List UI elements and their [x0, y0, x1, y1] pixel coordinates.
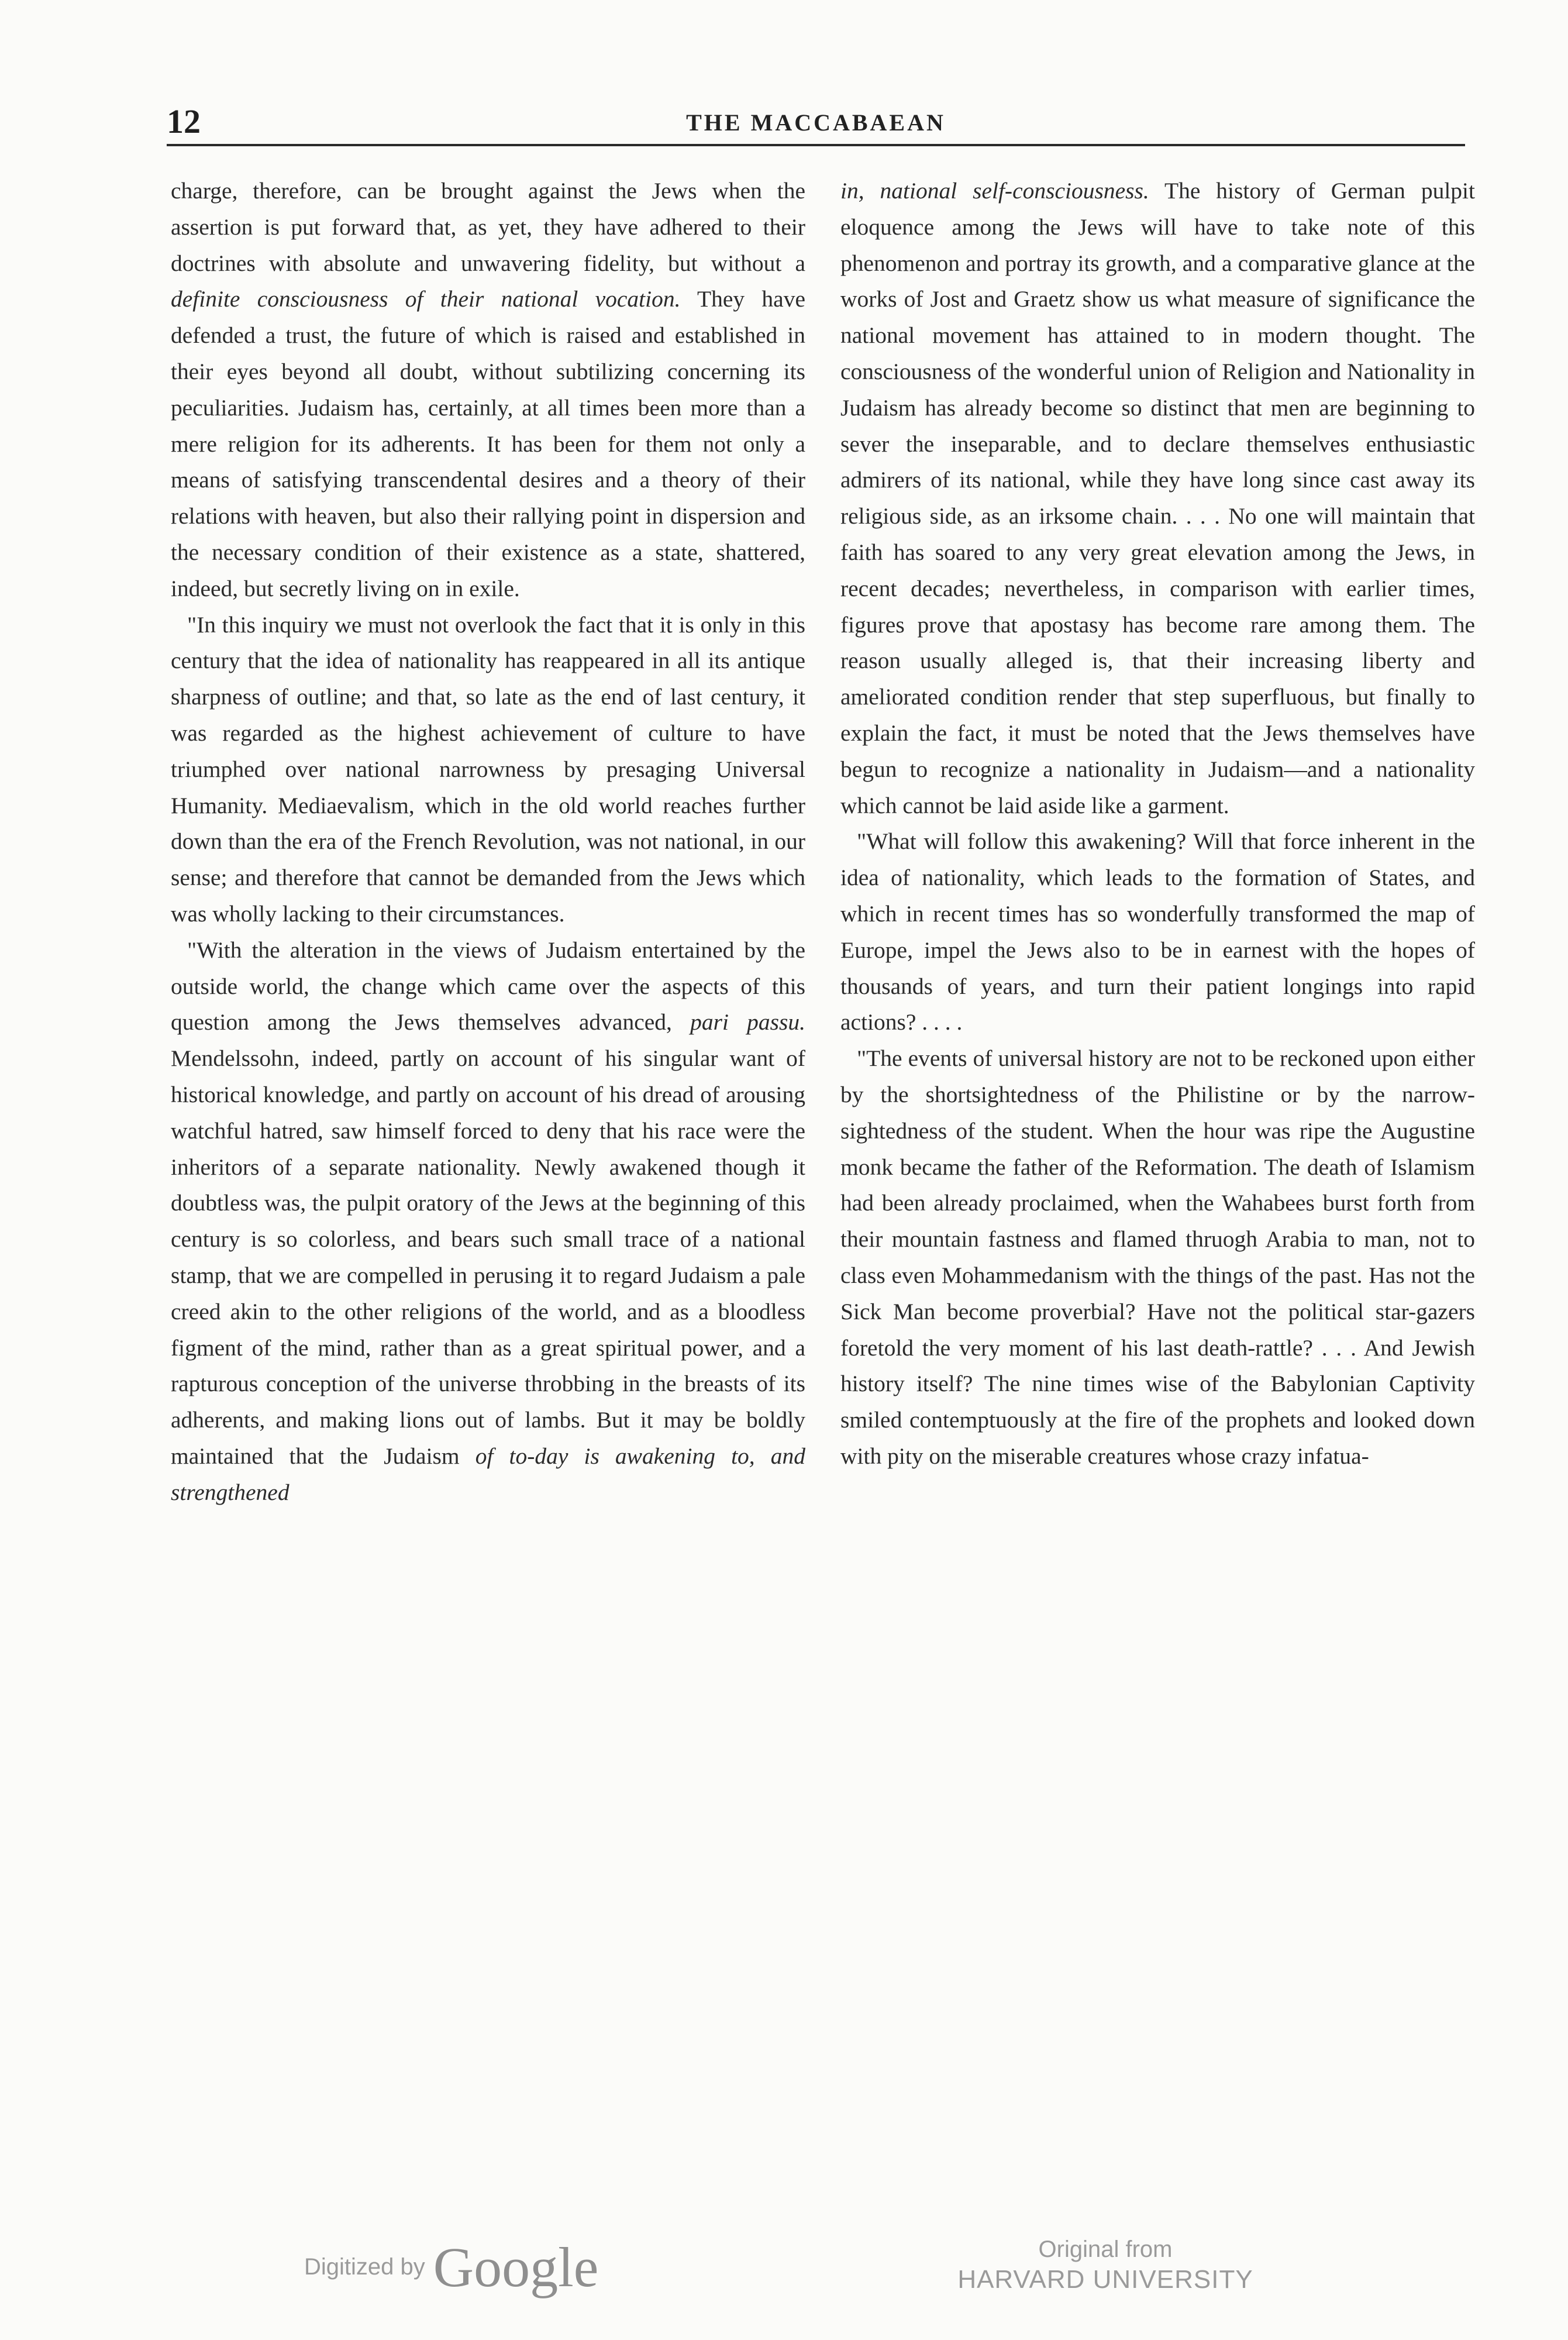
- right-paragraph-3: "The events of universal history are not to be reckoned upon either by the shortsightedness of the Philistine or by the narrow-sightedness of the student. When the hour was ripe the Augustine monk became the father of the Reformation. The death of Islamism had been already proclaimed, when the Wahabees burst forth from their mountain fastness and flamed thruogh Arabia to man, not to class even Mohammedanism with the things of the past. Has not the Sick Man become proverbial? Have not the political star-gazers foretold the very moment of his last death-rattle? . . . And Jewish history itself? The nine times wise of the Babylonian Captivity smiled contemptuously at the fire of the prophets and looked down with pity on the miserable creatures whose crazy infatua-: [840, 1045, 1475, 1469]
- google-logo: Google: [433, 2236, 599, 2298]
- right-paragraph-1: [840, 173, 1475, 824]
- header-rule: [167, 144, 1465, 146]
- digitized-label: Digitized by: [304, 2254, 425, 2280]
- page-header: [167, 98, 1465, 145]
- text-run: The history of German pulpit eloquence among the Jews will have to take note of this phenomenon and portray its growth, and a comparative glance at the works of Jost and Graetz show us what measure of significance the national movement has attained to in modern thought. The consciousness of the wonderful union of Religion and Nationality in Judaism has already become so distinct that men are beginning to sever the inseparable, and to declare themselves enthusiastic admirers of its national, while they have long since cast away its religious side, as an irksome chain. . . . No one will maintain that faith has soared to any very great elevation among the Jews, in recent decades; nevertheless, in comparison with earlier times, figures prove that apostasy has become rare among them. The reason usually alleged is, that their increasing liberty and ameliorated condition render that step superfluous, but finally to explain the fact, it must be noted that the Jews themselves have begun to recognize a nationality in Judaism—and a nationality which cannot be laid aside like a garment.: [840, 178, 1475, 818]
- italic-run: pari passu.: [690, 1009, 806, 1035]
- italic-run: in, national self-consciousness.: [840, 178, 1149, 204]
- left-column: [171, 173, 805, 1510]
- italic-run: of to-day is awakening to, and strengthened: [171, 1443, 805, 1505]
- left-paragraph-1: [171, 173, 805, 607]
- left-paragraph-3: [171, 932, 805, 1511]
- running-title: THE MACCABAEAN: [686, 109, 946, 136]
- text-run: "With the alteration in the views of Judaism entertained by the outside world, the change which came over the aspects of this question among the Jews themselves advanced,: [171, 937, 805, 1035]
- text-run: Mendelssohn, indeed, partly on account of his singular want of historical knowledge, and partly on account of his dread of arousing watchful hatred, saw himself forced to deny that his race were the inheritors of a separate nationality. Newly awakened though it doubtless was, the pulpit oratory of the Jews at the beginning of this century is so colorless, and bears such small trace of a national stamp, that we are compelled in perusing it to regard Judaism a pale creed akin to the other religions of the world, and as a bloodless figment of the mind, rather than as a great spiritual power, and a rapturous conception of the universe throbbing in the breasts of its adherents, and making lions out of lambs. But it may be boldly maintained that the Judaism: [171, 1045, 805, 1469]
- page-number: 12: [167, 102, 201, 140]
- left-paragraph-2: "In this inquiry we must not overlook the fact that it is only in this century that the idea of nationality has reappeared in all its antique sharpness of outline; and that, so late as the end of last century, it was regarded as the highest achievement of culture to have triumphed over national narrowness by presaging Universal Humanity. Mediaevalism, which in the old world reaches further down than the era of the French Revolution, was not national, in our sense; and therefore that cannot be demanded from the Jews which was wholly lacking to their circumstances.: [171, 611, 805, 927]
- text-run: They have defended a trust, the future of which is raised and established in their eyes beyond all doubt, without subtilizing concerning its peculiarities. Judaism has, certainly, at all times been more than a mere religion for its adherents. It has been for them not only a means of satisfying transcendental desires and a theory of their relations with heaven, but also their rallying point in dispersion and the necessary condition of their existence as a state, shattered, indeed, but secretly living on in exile.: [171, 286, 805, 601]
- digitized-by-watermark: [304, 2235, 655, 2305]
- original-from-watermark: [953, 2235, 1257, 2305]
- harvard-university-label: HARVARD UNIVERSITY: [957, 2265, 1253, 2294]
- text-run: charge, therefore, can be brought against the Jews when the assertion is put forward that, as yet, they have adhered to their doctrines with absolute and unwavering fidelity, but without a: [171, 178, 805, 276]
- right-column: [840, 173, 1475, 1475]
- italic-run: definite consciousness of their national vocation.: [171, 286, 681, 312]
- original-from-label: Original from: [1038, 2236, 1173, 2262]
- right-paragraph-2: "What will follow this awakening? Will that force inherent in the idea of nationality, which leads to the formation of States, and which in recent times has so wonderfully transformed the map of Europe, impel the Jews also to be in earnest with the hopes of thousands of years, and turn their patient longings into rapid actions? . . . .: [840, 828, 1475, 1035]
